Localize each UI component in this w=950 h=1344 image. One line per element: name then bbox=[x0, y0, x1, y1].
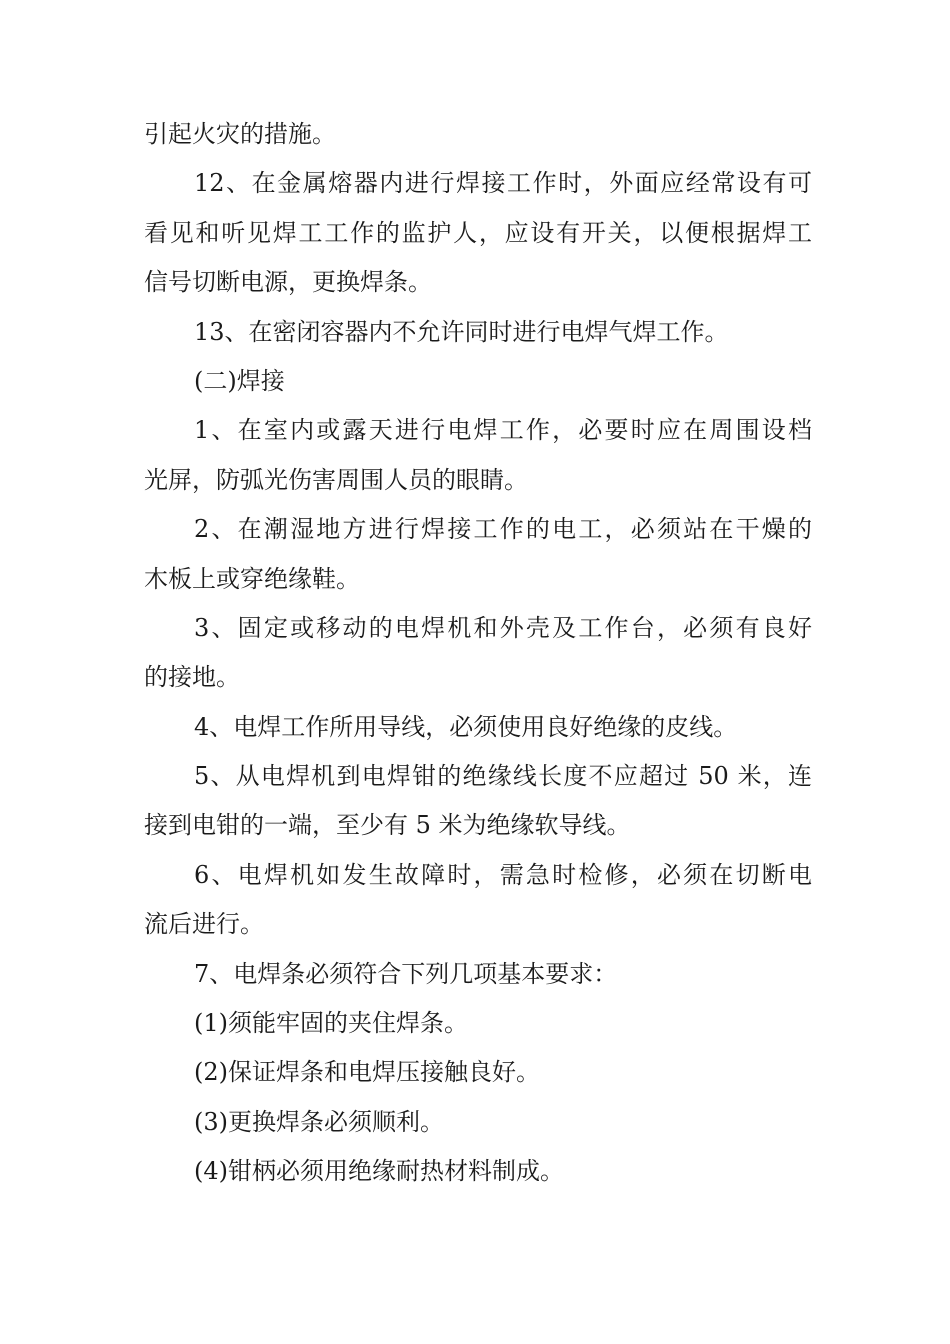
text-line: 接到电钳的一端，至少有 5 米为绝缘软导线。 bbox=[144, 811, 631, 840]
list-item: (2)保证焊条和电焊压接触良好。 bbox=[194, 1058, 540, 1087]
list-item: (4)钳柄必须用绝缘耐热材料制成。 bbox=[194, 1157, 564, 1186]
text-line: 看见和听见焊工工作的监护人，应设有开关，以便根据焊工 bbox=[144, 218, 812, 247]
text-line: 木板上或穿绝缘鞋。 bbox=[144, 564, 360, 593]
list-item: (3)更换焊条必须顺利。 bbox=[194, 1107, 444, 1136]
section-heading: (二)焊接 bbox=[194, 366, 285, 395]
text-line: 13、在密闭容器内不允许同时进行电焊气焊工作。 bbox=[194, 317, 729, 346]
text-line: 12、在金属熔器内进行焊接工作时，外面应经常设有可 bbox=[194, 169, 812, 198]
text-line: 7、电焊条必须符合下列几项基本要求： bbox=[194, 959, 618, 988]
document-body bbox=[144, 110, 812, 1197]
text-line: 3、固定或移动的电焊机和外壳及工作台，必须有良好 bbox=[194, 613, 812, 642]
text-line: 的接地。 bbox=[144, 663, 240, 692]
text-line: 1、在室内或露天进行电焊工作，必要时应在周围设档 bbox=[194, 416, 812, 445]
text-line: 2、在潮湿地方进行焊接工作的电工，必须站在干燥的 bbox=[194, 515, 812, 544]
text-line: 6、电焊机如发生故障时，需急时检修，必须在切断电 bbox=[194, 860, 812, 889]
text-line: 引起火灾的措施。 bbox=[144, 120, 336, 148]
text-line: 光屏，防弧光伤害周围人员的眼睛。 bbox=[144, 465, 528, 494]
text-line: 流后进行。 bbox=[144, 910, 264, 939]
text-line: 信号切断电源，更换焊条。 bbox=[144, 268, 432, 297]
list-item: (1)须能牢固的夹住焊条。 bbox=[194, 1009, 468, 1038]
text-line: 5、从电焊机到电焊钳的绝缘线长度不应超过 50 米，连 bbox=[194, 762, 812, 791]
text-line: 4、电焊工作所用导线，必须使用良好绝缘的皮线。 bbox=[194, 712, 738, 741]
